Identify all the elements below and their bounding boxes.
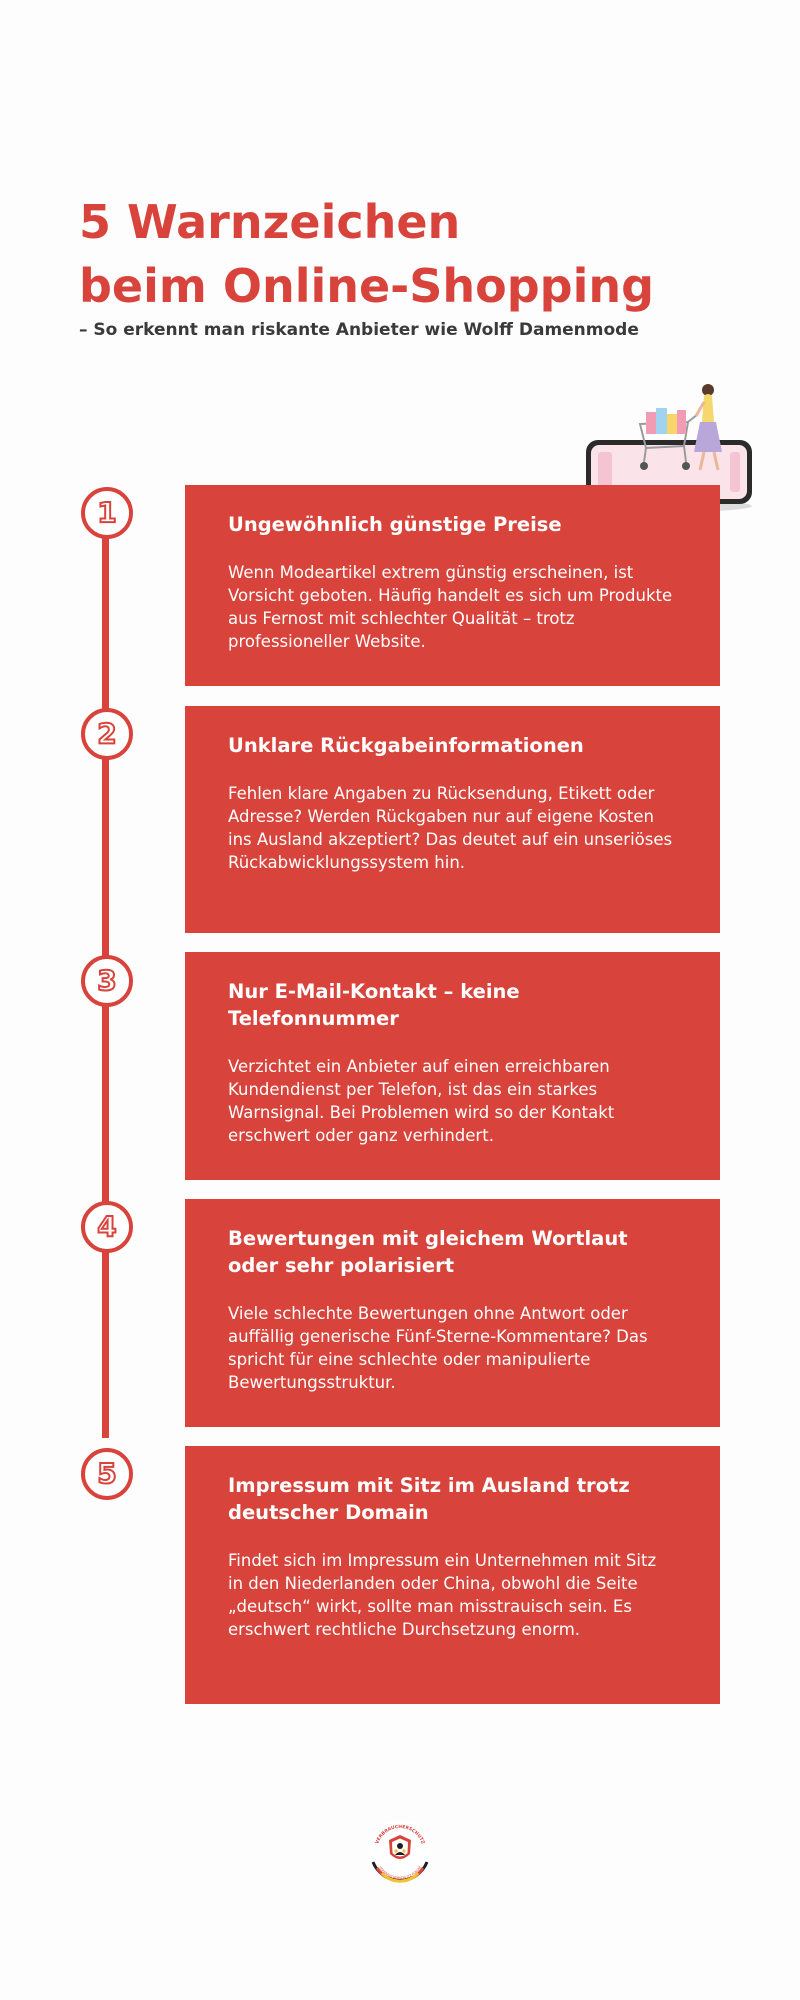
step-number-circle: 1 xyxy=(81,487,133,539)
card-title: Bewertungen mit gleichem Wortlaut oder sehr polarisiert xyxy=(228,1227,628,1277)
step-number-circle: 2 xyxy=(81,708,133,760)
card-title: Nur E-Mail-Kontakt – keine Telefonnummer xyxy=(228,980,520,1030)
card-title: Impressum mit Sitz im Ausland trotz deutscher Domain xyxy=(228,1474,630,1524)
warning-card xyxy=(185,1199,720,1427)
logo-ring-text-bottom: VERBRAUCHERSCHUTZ FORUM xyxy=(378,1865,422,1881)
card-text: Viele schlechte Bewertungen ohne Antwort oder auffällig generische Fünf-Sterne-Kommentare? Das spricht für eine schlechte oder manipulierte Bewertungsstruktur. xyxy=(228,1304,648,1392)
step-number-circle: 5 xyxy=(81,1448,133,1500)
page-subtitle: – So erkennt man riskante Anbieter wie Wolff Damenmode xyxy=(79,320,639,340)
card-text: Wenn Modeartikel extrem günstig erscheinen, ist Vorsicht geboten. Häufig handelt es sich um Produkte aus Fernost mit schlechter Qualität – trotz professioneller Website. xyxy=(228,563,673,651)
card-title: Unklare Rückgabeinformationen xyxy=(228,734,584,757)
warning-card xyxy=(185,952,720,1180)
step-number-circle: 4 xyxy=(81,1201,133,1253)
consumer-protection-shield-logo-icon xyxy=(367,1818,433,1888)
warning-card xyxy=(185,485,720,686)
logo-ring-text-top: VERBRAUCHERSCHUTZ xyxy=(375,1824,425,1845)
page-title xyxy=(79,190,654,318)
card-text: Fehlen klare Angaben zu Rücksendung, Etikett oder Adresse? Werden Rückgaben nur auf eigene Kosten ins Ausland akzeptiert? Das deutet auf ein unseriöses Rückabwicklungssystem hin. xyxy=(228,784,673,872)
card-text: Verzichtet ein Anbieter auf einen erreichbaren Kundendienst per Telefon, ist das ein starkes Warnsignal. Bei Problemen wird so der Kontakt erschwert oder ganz verhindert. xyxy=(228,1057,615,1145)
warning-card xyxy=(185,1446,720,1704)
card-title: Ungewöhnlich günstige Preise xyxy=(228,513,562,536)
title-line-1: 5 Warnzeichen xyxy=(79,195,461,249)
title-line-2: beim Online-Shopping xyxy=(79,259,655,313)
warning-card xyxy=(185,706,720,933)
card-text: Findet sich im Impressum ein Unternehmen mit Sitz in den Niederlanden oder China, obwohl die Seite „deutsch“ wirkt, sollte man misstrauisch sein. Es erschwert rechtliche Durchsetzung enorm. xyxy=(228,1551,657,1639)
step-number-circle: 3 xyxy=(81,955,133,1007)
